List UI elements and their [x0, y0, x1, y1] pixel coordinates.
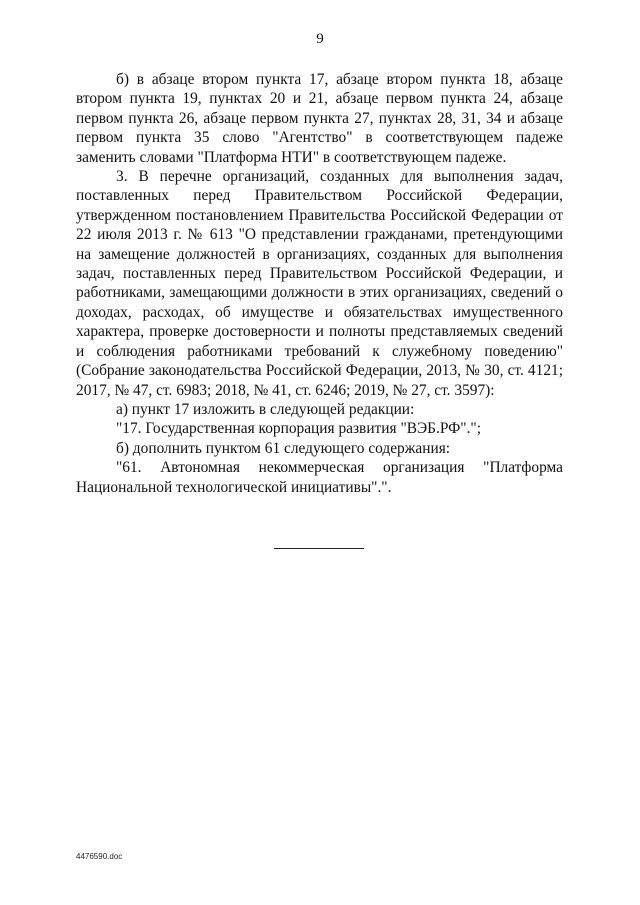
paragraph-subitem-b: б) дополнить пунктом 61 следующего содержания:: [116, 439, 451, 457]
paragraph-quoted-item-61: "61. Автономная некоммерческая организация "Платформа Национальной технологической инициативы".".: [76, 459, 563, 496]
document-body: [76, 70, 563, 497]
paragraph-amendment-b: б) в абзаце втором пункта 17, абзаце втором пункта 18, абзаце втором пункта 19, пунктах 20 и 21, абзаце первом пункта 24, абзаце первом пункта 26, абзаце первом пункта 27, пунктах 28, 31, 34 и абзаце первом пункта 35 слово "Агентство" в соответствующем падеже заменить словами "Платформа НТИ" в соответствующем падеже.: [76, 71, 563, 166]
paragraph-item-3: 3. В перечне организаций, созданных для выполнения задач, поставленных перед Правительством Российской Федерации, утвержденном постановлением Правительства Российской Федерации от 22 июля 2013 г. № 613 "О представлении гражданами, претендующими на замещение должностей в организациях, созданных для выполнения задач, поставленных перед Правительством Российской Федерации, и работниками, замещающими должности в этих организациях, сведений о доходах, расходах, об имуществе и обязательствах имущественного характера, проверке достоверности и полноты представляемых сведений и соблюдения работниками требований к служебному поведению" (Собрание законодательства Российской Федерации, 2013, № 30, ст. 4121; 2017, № 47, ст. 6983; 2018, № 41, ст. 6246; 2019, № 27, ст. 3597):: [76, 168, 563, 399]
paragraph-subitem-a: а) пункт 17 изложить в следующей редакции:: [116, 400, 415, 418]
paragraph-quoted-item-17: "17. Государственная корпорация развития "ВЭБ.РФ".";: [116, 420, 481, 438]
closing-divider: [274, 548, 364, 549]
page-number: 9: [316, 31, 324, 47]
document-code: 4476590.doc: [76, 852, 123, 861]
